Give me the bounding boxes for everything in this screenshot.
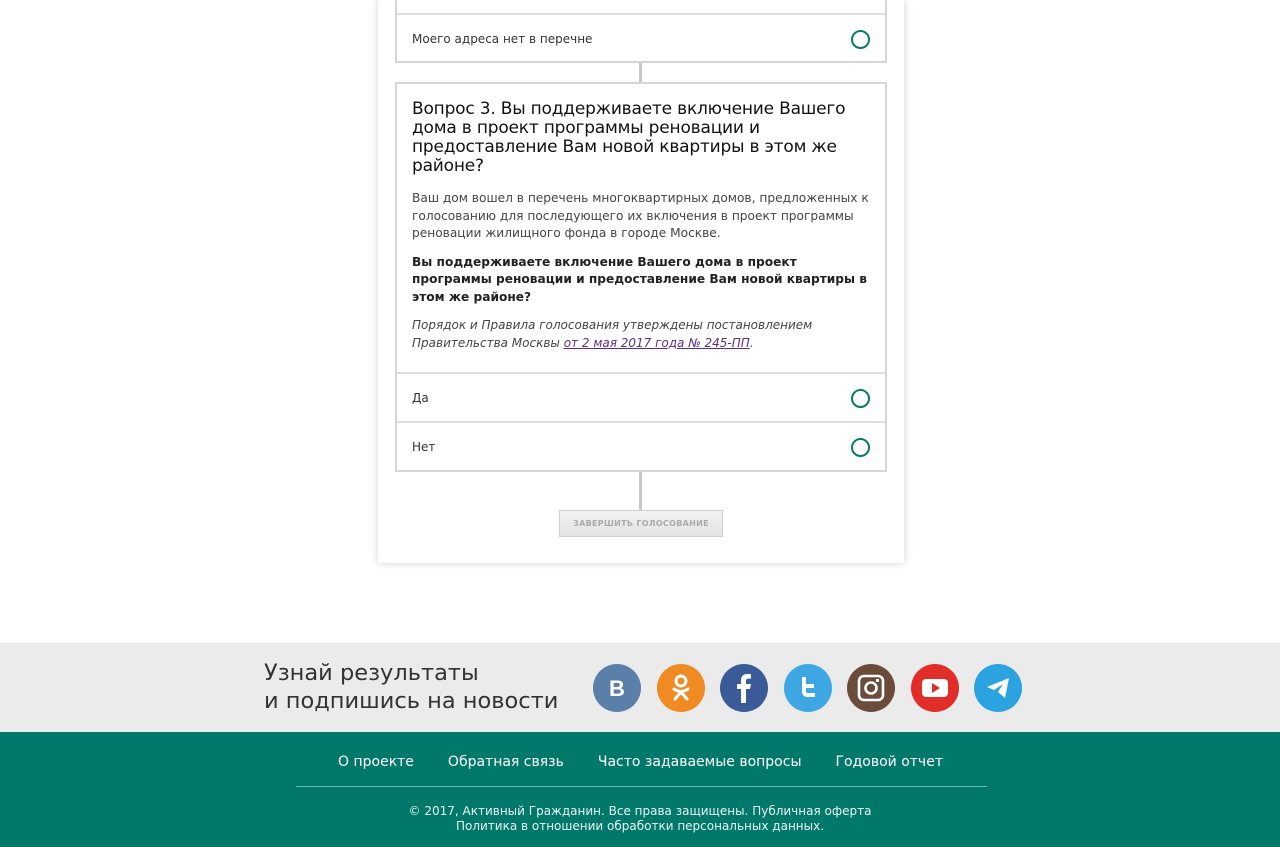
odnoklassniki-icon[interactable] (657, 664, 705, 712)
footer-divider (296, 786, 987, 787)
footer-nav (0, 754, 1280, 770)
question-body (397, 84, 885, 372)
radio-button[interactable] (851, 438, 870, 457)
question-title: Вопрос 3. Вы поддерживаете включение Вашего дома в проект программы реновации и предоставление Вам новой квартиры в этом же районе? (412, 99, 846, 176)
option-label: Да (412, 390, 429, 405)
facebook-icon[interactable] (720, 664, 768, 712)
option-address-not-listed[interactable] (397, 13, 885, 63)
twitter-icon[interactable] (784, 664, 832, 712)
radio-button[interactable] (851, 389, 870, 408)
option-yes[interactable] (397, 372, 885, 421)
footer-link-faq[interactable]: Часто задаваемые вопросы (597, 754, 802, 770)
social-links (593, 664, 1022, 712)
youtube-icon[interactable] (911, 664, 959, 712)
question-description: Ваш дом вошел в перечень многоквартирных домов, предложенных к голосованию для последующего их включения в проект программы реновации жилищного фонда в городе Москве. (412, 191, 869, 240)
footer-link-annual-report[interactable]: Годовой отчет (835, 754, 943, 770)
subscribe-line-1: Узнай результаты (264, 660, 479, 686)
instagram-icon[interactable] (847, 664, 895, 712)
connector-line (639, 472, 642, 510)
rules-prefix: Порядок и Правила голосования утверждены постановлением Правительства Москвы (412, 318, 813, 350)
privacy-policy-link[interactable]: Политика в отношении обработки персональных данных. (455, 819, 825, 833)
finish-voting-button[interactable]: ЗАВЕРШИТЬ ГОЛОСОВАНИЕ (559, 510, 723, 537)
footer-copyright (0, 804, 1280, 834)
voting-rules-note (412, 317, 870, 352)
resolution-link[interactable]: от 2 мая 2017 года № 245-ПП (563, 335, 750, 350)
question-3-box (395, 82, 887, 472)
subscribe-line-2: и подпишись на новости (264, 688, 559, 714)
question-bold-text: Вы поддерживаете включение Вашего дома в проект программы реновации и предоставление Вам новой квартиры в этом же районе? (412, 254, 868, 304)
footer (0, 732, 1280, 847)
rules-suffix: . (749, 335, 754, 350)
svg-text:В: В (609, 676, 625, 701)
footer-link-about[interactable]: О проекте (338, 754, 414, 770)
subscribe-heading (264, 659, 558, 715)
footer-link-feedback[interactable]: Обратная связь (447, 754, 564, 770)
option-label: Моего адреса нет в перечне (412, 32, 593, 46)
copyright-text[interactable]: © 2017, Активный Гражданин. Все права защищены. Публичная оферта (408, 804, 872, 818)
option-label: Нет (412, 439, 436, 454)
subscribe-band (0, 643, 1280, 732)
connector-line (639, 63, 642, 83)
vk-icon[interactable] (593, 664, 641, 712)
option-no[interactable] (397, 421, 885, 470)
radio-button[interactable] (851, 30, 870, 49)
telegram-icon[interactable] (974, 664, 1022, 712)
previous-question-box (395, 0, 887, 63)
